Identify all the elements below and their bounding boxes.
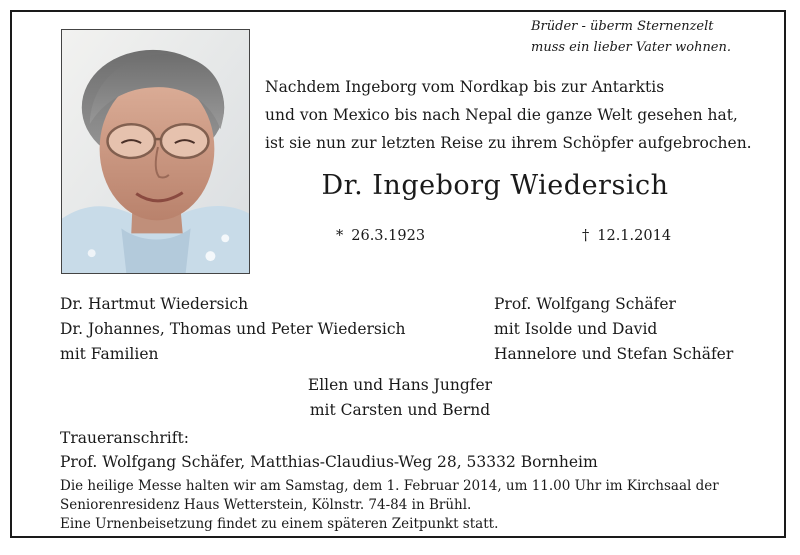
mourners-left [60, 292, 406, 367]
birth-date: 26.3.1923 [351, 228, 426, 244]
intro-line-1: Nachdem Ingeborg vom Nordkap bis zur Antarktis [265, 78, 665, 96]
mourner-line: Hannelore und Stefan Schäfer [494, 345, 734, 363]
mourner-line: mit Isolde und David [494, 320, 658, 338]
mourner-line: Dr. Hartmut Wiedersich [60, 295, 249, 313]
mourner-line: Prof. Wolfgang Schäfer [494, 295, 676, 313]
mourner-line: Ellen und Hans Jungfer [307, 376, 493, 394]
death-date-block [582, 228, 671, 244]
motto-line-1: Brüder - überm Sternenzelt [531, 19, 714, 34]
mass-line-3: Eine Urnenbeisetzung findet zu einem späteren Zeitpunkt statt. [60, 516, 499, 532]
mass-announcement [60, 477, 719, 534]
birth-star-icon: * [336, 228, 344, 244]
intro-text [265, 73, 770, 157]
motto-quote [531, 16, 771, 58]
mass-line-2: Seniorenresidenz Haus Wetterstein, Kölnstr. 74-84 in Brühl. [60, 497, 472, 513]
address-value: Prof. Wolfgang Schäfer, Matthias-Claudius-Weg 28, 53332 Bornheim [60, 453, 598, 471]
mass-line-1: Die heilige Messe halten wir am Samstag, dem 1. Februar 2014, um 11.00 Uhr im Kirchsaal der [60, 478, 719, 494]
death-cross-icon: † [582, 228, 590, 244]
mourner-line: Dr. Johannes, Thomas und Peter Wiedersich [60, 320, 406, 338]
intro-line-3: ist sie nun zur letzten Reise zu ihrem Schöpfer aufgebrochen. [265, 134, 752, 152]
mourning-address [60, 426, 598, 474]
birth-date-block [336, 228, 425, 244]
motto-line-2: muss ein lieber Vater wohnen. [531, 40, 732, 55]
deceased-name: Dr. Ingeborg Wiedersich [321, 170, 669, 201]
portrait-photo [61, 29, 250, 274]
mourners-center [0, 373, 800, 423]
mourner-line: mit Carsten und Bernd [309, 401, 491, 419]
mourners-right [494, 292, 733, 367]
address-label: Traueranschrift: [60, 429, 189, 447]
mourner-line: mit Familien [60, 345, 159, 363]
death-date: 12.1.2014 [597, 228, 672, 244]
intro-line-2: und von Mexico bis nach Nepal die ganze Welt gesehen hat, [265, 106, 738, 124]
